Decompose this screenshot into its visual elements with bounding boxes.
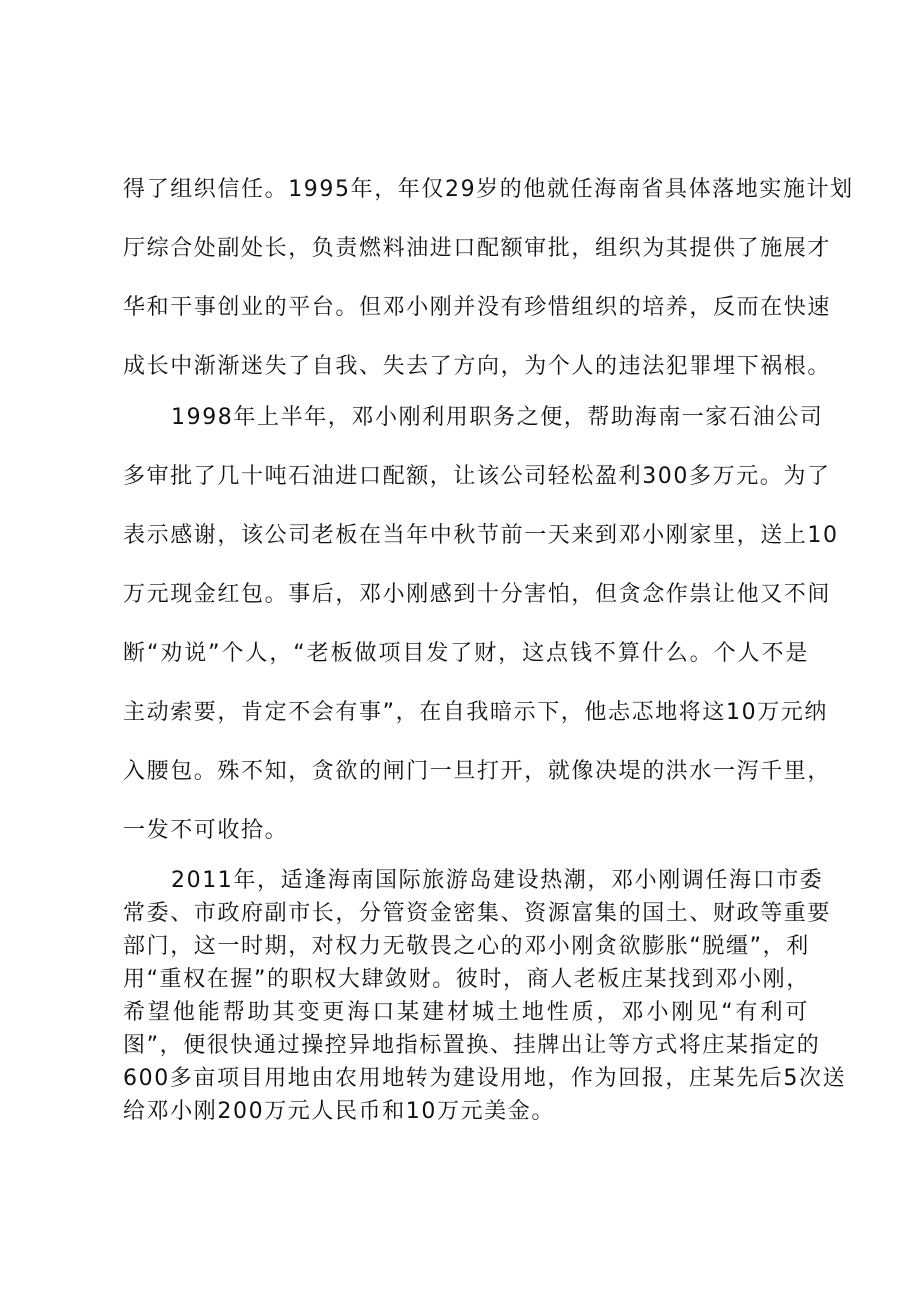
paragraph-1-line-3: 华和干事创业的平台。但邓小刚并没有珍惜组织的培养，反而在快速	[123, 295, 832, 320]
paragraph-3-line-7: 600多亩项目用地由农用地转为建设用地，作为回报，庄某先后5次送	[123, 1066, 847, 1091]
paragraph-1-line-4: 成长中渐渐迷失了自我、失去了方向，为个人的违法犯罪埋下祸根。	[123, 354, 832, 379]
paragraph-3-line-5: 希望他能帮助其变更海口某建材城土地性质，邓小刚见“有利可	[123, 1000, 809, 1025]
paragraph-3-line-1: 2011年，适逢海南国际旅游岛建设热潮，邓小刚调任海口市委	[171, 868, 824, 893]
paragraph-2-line-5: 断“劝说”个人，“老板做项目发了财，这点钱不算什么。个人不是	[123, 641, 809, 666]
paragraph-1	[123, 170, 854, 406]
paragraph-2	[123, 398, 839, 870]
paragraph-2-line-1: 1998年上半年，邓小刚利用职务之便，帮助海南一家石油公司	[171, 405, 824, 430]
paragraph-3-line-4: 用“重权在握”的职权大肆敛财。彼时，商人老板庄某找到邓小刚，	[123, 967, 810, 992]
paragraph-2-line-7: 入腰包。殊不知，贪欲的闸门一旦打开，就像决堤的洪水一泻千里，	[123, 759, 832, 784]
paragraph-2-line-6: 主动索要，肯定不会有事”，在自我暗示下，他忐忑地将这10万元纳	[123, 700, 828, 725]
paragraph-3-line-6: 图”，便很快通过操控异地指标置换、挂牌出让等方式将庄某指定的	[123, 1033, 821, 1058]
paragraph-3	[123, 864, 847, 1128]
paragraph-2-line-4: 万元现金红包。事后，邓小刚感到十分害怕，但贪念作祟让他又不间	[123, 582, 832, 607]
paragraph-3-line-2: 常委、市政府副市长，分管资金密集、资源富集的国土、财政等重要	[123, 901, 832, 926]
paragraph-2-line-3: 表示感谢，该公司老板在当年中秋节前一天来到邓小刚家里，送上10	[123, 523, 839, 548]
paragraph-2-line-2: 多审批了几十吨石油进口配额，让该公司轻松盈利300多万元。为了	[123, 464, 831, 489]
paragraph-3-line-8: 给邓小刚200万元人民币和10万元美金。	[123, 1099, 555, 1124]
paragraph-1-line-2: 厅综合处副处长，负责燃料油进口配额审批，组织为其提供了施展才	[123, 236, 832, 261]
paragraph-1-line-1: 得了组织信任。1995年，年仅29岁的他就任海南省具体落地实施计划	[123, 177, 854, 202]
paragraph-2-line-8: 一发不可收拾。	[123, 818, 289, 843]
paragraph-3-line-3: 部门，这一时期，对权力无敬畏之心的邓小刚贪欲膨胀“脱缰”，利	[123, 934, 810, 959]
